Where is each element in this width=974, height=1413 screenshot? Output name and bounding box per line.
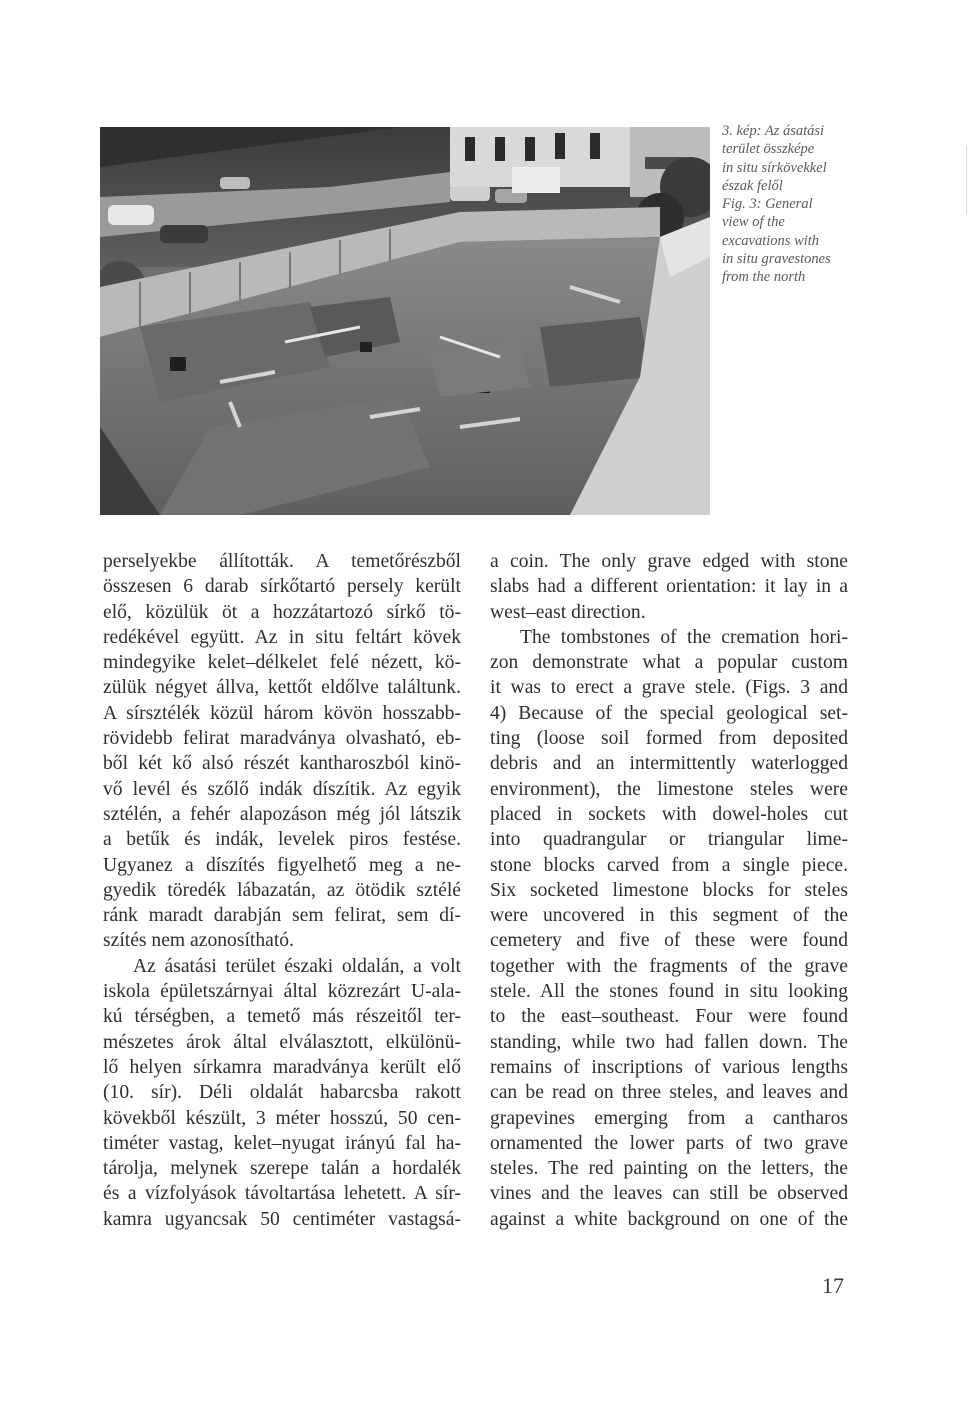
text-line: mészetes árok által elválasztott, elkülönü- (103, 1031, 461, 1053)
text-line: a coin. The only grave edged with stone (490, 551, 848, 572)
text-line: against a white background on one of the (490, 1208, 848, 1230)
text-line: Ugyanez a díszítés figyelhető meg a ne- (103, 854, 461, 876)
text-line: gyedik töredék lábazatán, az ötödik sztélé (103, 879, 461, 901)
text-line: standing, while two had fallen down. The (490, 1031, 848, 1053)
text-line: mindegyike kelet–délkelet felé nézett, kö- (103, 652, 461, 674)
text-line: kamra ugyancsak 50 centiméter vastagsá- (103, 1208, 461, 1230)
text-line: The tombstones of the cremation hori- (520, 626, 848, 648)
text-line: 4) Because of the special geological set- (490, 702, 848, 724)
text-line: ornamented the lower parts of two grave (490, 1132, 848, 1154)
caption-line: 3. kép: Az ásatási (722, 123, 825, 139)
caption-line: excavations with (722, 232, 820, 249)
english-text-column (490, 549, 848, 1232)
text-line: stone blocks carved from a single piece. (490, 854, 848, 876)
text-line: elő, közülük öt a hozzátartozó sírkő tö- (103, 601, 461, 623)
text-line: zülük négyet állva, kettőt eldőlve találtunk. (103, 677, 461, 699)
text-line: stele. All the stones found in situ looking (490, 981, 848, 1003)
text-line: together with the fragments of the grave (490, 955, 848, 977)
text-line: grapevines emerging from a cantharos (490, 1107, 848, 1129)
paragraph (103, 954, 461, 1232)
margin-rule (966, 145, 967, 215)
text-line: debris and an intermittently waterlogged (490, 753, 848, 775)
text-line: tárolja, melynek szerepe talán a hordalék (103, 1158, 461, 1180)
text-line: ránk maradt darabján sem felirat, sem dí- (103, 905, 461, 927)
text-line: vines and the leaves can still be observed (490, 1183, 848, 1205)
text-line: a betűk és indák, levelek piros festése. (103, 829, 461, 851)
text-line: vő levél és szőlő indák díszítik. Az egyik (103, 778, 461, 800)
text-line: rövidebb felirat maradványa olvasható, eb- (103, 728, 461, 750)
text-line: és a vízfolyások távoltartása lehetett. A sír- (103, 1183, 461, 1205)
text-line: ből két kő alsó részét kantharoszból kinö- (103, 753, 461, 775)
text-line: redékével együtt. Az in situ feltárt kövek (103, 626, 461, 648)
text-line: Six socketed limestone blocks for steles (490, 879, 848, 901)
text-line: sztélén, a fehér alapozáson még jól látszik (103, 803, 461, 825)
text-line: lő helyen sírkamra maradványa került elő (103, 1056, 461, 1078)
text-line: can be read on three steles, and leaves and (490, 1082, 848, 1104)
text-line: placed in sockets with dowel-holes cut (490, 803, 848, 825)
text-line: szítés nem azonosítható. (103, 930, 294, 952)
caption-line: in situ gravestones (722, 251, 831, 268)
text-line: (10. sír). Déli oldalát habarcsba rakott (103, 1082, 461, 1104)
caption-line: view of the (722, 214, 785, 231)
paragraph (490, 625, 848, 1232)
text-line: environment), the limestone steles were (490, 778, 848, 800)
text-line: it was to erect a grave stele. (Figs. 3 and (490, 677, 848, 699)
figure-caption (722, 122, 862, 287)
text-line: kövekből készült, 3 méter hosszú, 50 cen- (103, 1107, 461, 1129)
text-line: timéter vastag, kelet–nyugat irányú fal ha- (103, 1132, 461, 1154)
caption-line: észak felől (722, 177, 783, 194)
text-line: iskola épületszárnyai által közrezárt U-ala- (103, 981, 461, 1003)
text-line: cemetery and five of these were found (490, 930, 848, 952)
excavation-photo (100, 127, 710, 515)
text-line: remains of inscriptions of various lengths (490, 1056, 848, 1078)
text-line: A sírsztélék közül három kövön hosszabb- (103, 702, 461, 724)
caption-line: in situ sírkövekkel (722, 159, 827, 176)
text-line: zon demonstrate what a popular custom (490, 652, 848, 674)
text-line: perselyekbe állították. A temetőrészből (103, 551, 461, 572)
page-number: 17 (822, 1273, 844, 1298)
paragraph (103, 549, 461, 954)
text-line: into quadrangular or triangular lime- (490, 829, 848, 851)
text-line: Az ásatási terület északi oldalán, a volt (133, 955, 461, 977)
text-line: összesen 6 darab sírkőtartó persely került (103, 576, 461, 598)
caption-line: Fig. 3: General (722, 196, 813, 213)
text-line: were uncovered in this segment of the (490, 905, 848, 927)
text-line: kú térségben, a temető más részeitől ter- (103, 1006, 461, 1028)
text-line: slabs had a different orientation: it lay in a (490, 576, 848, 598)
text-line: steles. The red painting on the letters, the (490, 1158, 848, 1180)
paragraph (490, 549, 848, 625)
text-line: to the east–southeast. Four were found (490, 1006, 848, 1028)
caption-line: from the north (722, 269, 806, 286)
text-line: west–east direction. (490, 601, 646, 623)
caption-line: terület összképe (722, 141, 815, 158)
text-line: ting (loose soil formed from deposited (490, 728, 848, 750)
hungarian-text-column (103, 549, 461, 1232)
